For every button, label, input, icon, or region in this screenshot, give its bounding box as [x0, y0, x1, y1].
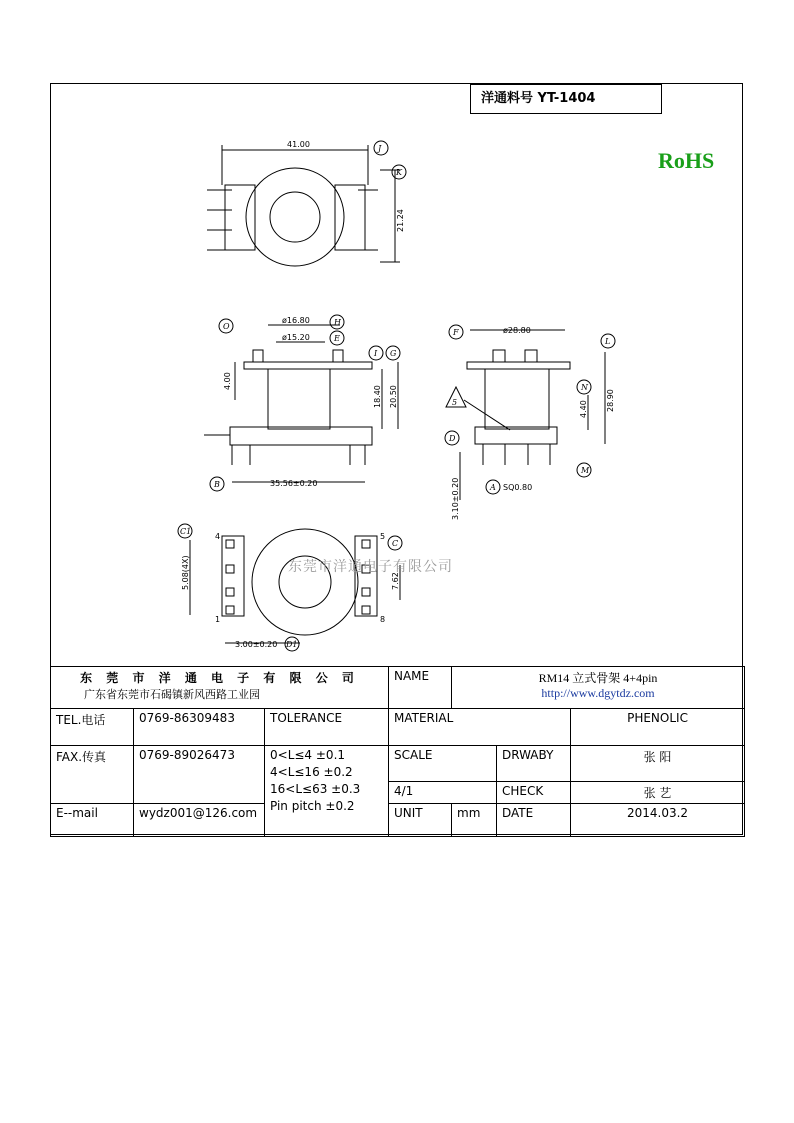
company-cell — [51, 667, 389, 709]
bottom-view — [190, 529, 400, 643]
dim-pin-row: 7.62 — [391, 572, 400, 590]
dim-pin-square: SQ0.80 — [503, 483, 533, 492]
dim-pin-offset: 3.00±0.20 — [235, 640, 278, 649]
callout-G: G — [390, 349, 397, 358]
dim-pin-span: 35.56±0.20 — [270, 479, 318, 488]
callout-O: O — [223, 322, 230, 331]
callout-L: L — [605, 337, 611, 346]
dim-body-height2: 20.50 — [389, 385, 398, 408]
company-address: 广东省东莞市石碣镇新风西路工业园 — [84, 688, 260, 701]
email-value: wydz001@126.com — [134, 804, 265, 837]
front-view — [204, 325, 398, 482]
tolerance-line: 16<L≤63 ±0.3 — [270, 782, 361, 796]
material-label: MATERIAL — [389, 709, 571, 746]
scale-label: SCALE — [389, 746, 497, 782]
callout-J: J — [378, 144, 382, 153]
tel-label: TEL.电话 — [51, 709, 134, 746]
dim-diam-outer: ø16.80 — [282, 316, 310, 325]
dim-diam-inner: ø15.20 — [282, 333, 310, 342]
tel-value: 0769-86309483 — [134, 709, 265, 746]
dim-top-height: 21.24 — [396, 209, 405, 232]
callout-M: M — [581, 466, 590, 475]
callout-5: 5 — [452, 398, 458, 407]
callout-F: F — [453, 328, 459, 337]
tolerance-line: Pin pitch ±0.2 — [270, 799, 355, 813]
rohs-mark: RoHS — [658, 148, 715, 173]
pin-label-1: 1 — [215, 615, 221, 624]
name-value: RM14 立式骨架 4+4pin — [538, 671, 658, 685]
check-value: 张 艺 — [571, 782, 745, 804]
dim-left-height: 4.00 — [223, 372, 232, 390]
dim-body-height1: 18.40 — [373, 385, 382, 408]
dim-pin-length: 3.10±0.20 — [451, 477, 460, 520]
date-value: 2014.03.2 — [571, 804, 745, 837]
callout-C: C — [392, 539, 399, 548]
dim-side-height: 28.90 — [606, 389, 615, 412]
pin-label-4: 4 — [215, 532, 221, 541]
check-label: CHECK — [497, 782, 571, 804]
tolerance-line: 0<L≤4 ±0.1 — [270, 748, 346, 762]
tolerance-label: TOLERANCE — [265, 709, 389, 746]
callout-I: I — [374, 349, 378, 358]
dim-top-width: 41.00 — [287, 140, 310, 149]
pin-label-8: 8 — [380, 615, 386, 624]
name-cell — [452, 667, 745, 709]
name-label: NAME — [389, 667, 452, 709]
drawn-label: DRWABY — [497, 746, 571, 782]
title-block — [50, 666, 745, 837]
callout-A: A — [490, 483, 496, 492]
callout-N: N — [581, 383, 588, 392]
callout-H: H — [334, 318, 341, 327]
callout-C1: C1 — [180, 527, 192, 536]
callout-K: K — [396, 168, 402, 177]
fax-value: 0769-89026473 — [134, 746, 265, 804]
tolerance-line: 4<L≤16 ±0.2 — [270, 765, 353, 779]
website-link[interactable]: http://www.dgytdz.com — [541, 686, 655, 700]
pin-label-5: 5 — [380, 532, 386, 541]
dim-side-offset: 4.40 — [579, 400, 588, 418]
scale-value: 4/1 — [389, 782, 497, 804]
dim-pin-pitch: 5.08(4X) — [181, 555, 190, 590]
part-number: 洋通料号 YT-1404 — [470, 84, 662, 114]
email-label: E--mail — [51, 804, 134, 837]
date-label: DATE — [497, 804, 571, 837]
unit-value: mm — [452, 804, 497, 837]
unit-label: UNIT — [389, 804, 452, 837]
tolerance-cell — [265, 746, 389, 837]
top-view — [207, 145, 400, 266]
material-value: PHENOLIC — [571, 709, 745, 746]
company-name: 东 莞 市 洋 通 电 子 有 限 公 司 — [80, 671, 359, 685]
callout-D1: D1 — [286, 640, 298, 649]
drawn-value: 张 阳 — [571, 746, 745, 782]
dim-flange-diam: ø28.80 — [503, 326, 531, 335]
watermark: 东莞市洋通电子有限公司 — [288, 559, 453, 575]
callout-E: E — [334, 334, 340, 343]
fax-label: FAX.传真 — [51, 746, 134, 804]
callout-B: B — [214, 480, 220, 489]
callout-D: D — [449, 434, 456, 443]
